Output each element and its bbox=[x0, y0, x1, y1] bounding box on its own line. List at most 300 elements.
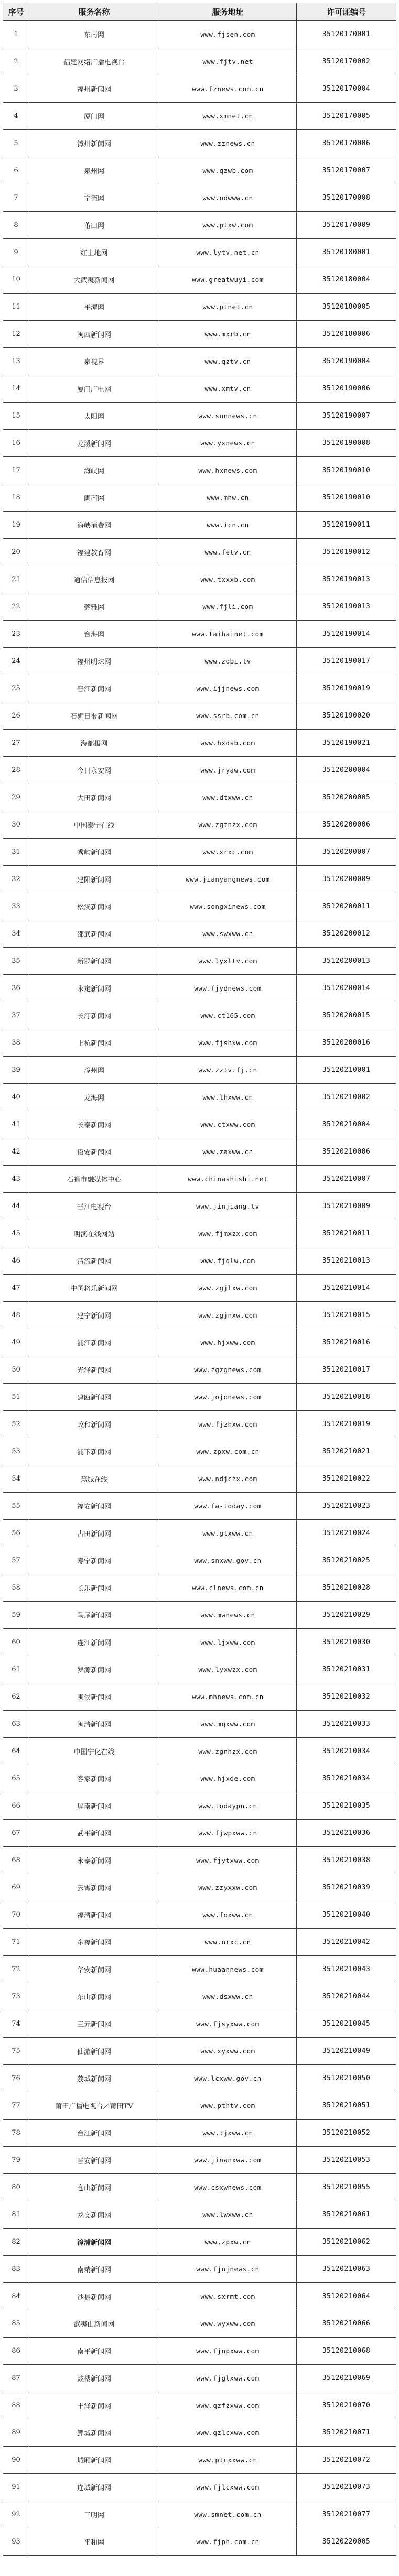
cell-service-url: www.wyxww.com bbox=[159, 2310, 297, 2338]
cell-license-number: 35120190013 bbox=[297, 593, 396, 621]
cell-index: 51 bbox=[3, 1384, 29, 1411]
cell-index: 69 bbox=[3, 1874, 29, 1901]
cell-index: 73 bbox=[3, 1983, 29, 2010]
cell-service-url: www.fjqlw.com bbox=[159, 1247, 297, 1275]
table-row bbox=[3, 1275, 396, 1302]
cell-service-url: www.greatwuyi.com bbox=[159, 266, 297, 294]
table-row bbox=[3, 1574, 396, 1602]
cell-service-name: 建阳新闻网 bbox=[29, 866, 159, 893]
cell-service-name: 连城新闻网 bbox=[29, 2474, 159, 2501]
cell-license-number: 35120210043 bbox=[297, 1956, 396, 1983]
cell-license-number: 35120210036 bbox=[297, 1820, 396, 1847]
cell-license-number: 35120210051 bbox=[297, 2092, 396, 2120]
table-row bbox=[3, 375, 396, 403]
cell-index: 6 bbox=[3, 157, 29, 184]
table-row bbox=[3, 348, 396, 375]
cell-license-number: 35120170006 bbox=[297, 130, 396, 157]
cell-service-url: www.zgzgnews.com bbox=[159, 1356, 297, 1384]
table-row bbox=[3, 1057, 396, 1084]
cell-index: 56 bbox=[3, 1520, 29, 1547]
cell-index: 9 bbox=[3, 239, 29, 266]
cell-service-url: www.ptnet.cn bbox=[159, 294, 297, 321]
cell-service-url: www.fetv.cn bbox=[159, 539, 297, 566]
cell-license-number: 35120210069 bbox=[297, 2365, 396, 2392]
cell-index: 83 bbox=[3, 2256, 29, 2283]
cell-index: 30 bbox=[3, 811, 29, 839]
cell-license-number: 35120210001 bbox=[297, 1057, 396, 1084]
table-row bbox=[3, 1329, 396, 1356]
cell-service-name: 东南网 bbox=[29, 21, 159, 48]
cell-service-name: 永定新闻网 bbox=[29, 975, 159, 1002]
cell-license-number: 35120220005 bbox=[297, 2528, 396, 2556]
cell-index: 59 bbox=[3, 1602, 29, 1629]
cell-service-url: www.nrxc.cn bbox=[159, 1929, 297, 1956]
cell-license-number: 35120210053 bbox=[297, 2147, 396, 2174]
cell-service-name: 福州明珠网 bbox=[29, 648, 159, 675]
table-row bbox=[3, 1738, 396, 1765]
cell-service-url: www.fjli.com bbox=[159, 593, 297, 621]
cell-index: 53 bbox=[3, 1438, 29, 1465]
cell-service-name: 三明网 bbox=[29, 2501, 159, 2528]
cell-service-name: 政和新闻网 bbox=[29, 1411, 159, 1438]
cell-service-name: 建宁新闻网 bbox=[29, 1302, 159, 1329]
cell-service-name: 云霄新闻网 bbox=[29, 1874, 159, 1901]
cell-license-number: 35120210064 bbox=[297, 2283, 396, 2310]
table-row bbox=[3, 2010, 396, 2038]
table-row bbox=[3, 75, 396, 103]
cell-service-name: 漳浦新闻网 bbox=[29, 2229, 159, 2256]
cell-license-number: 35120210004 bbox=[297, 1111, 396, 1138]
cell-service-url: www.zgjnxw.com bbox=[159, 1302, 297, 1329]
cell-service-url: www.zaxww.cn bbox=[159, 1138, 297, 1166]
cell-index: 66 bbox=[3, 1792, 29, 1820]
cell-service-name: 福建教育网 bbox=[29, 539, 159, 566]
cell-service-url: www.zpxw.cn bbox=[159, 2229, 297, 2256]
cell-license-number: 35120210035 bbox=[297, 1792, 396, 1820]
table-row bbox=[3, 1356, 396, 1384]
cell-service-name: 邵武新闻网 bbox=[29, 920, 159, 948]
table-row bbox=[3, 1602, 396, 1629]
cell-index: 64 bbox=[3, 1738, 29, 1765]
cell-license-number: 35120210022 bbox=[297, 1465, 396, 1493]
cell-index: 3 bbox=[3, 75, 29, 103]
cell-service-name: 南靖新闻网 bbox=[29, 2256, 159, 2283]
cell-service-url: www.songxinews.com bbox=[159, 893, 297, 920]
cell-license-number: 35120210050 bbox=[297, 2065, 396, 2092]
table-row bbox=[3, 2256, 396, 2283]
cell-service-name: 平和网 bbox=[29, 2528, 159, 2556]
cell-index: 7 bbox=[3, 184, 29, 212]
cell-service-url: www.mwnews.cn bbox=[159, 1602, 297, 1629]
cell-service-url: www.qzlcxww.com bbox=[159, 2419, 297, 2447]
table-row bbox=[3, 2447, 396, 2474]
cell-service-url: www.ptcxxww.cn bbox=[159, 2447, 297, 2474]
table-row bbox=[3, 457, 396, 484]
table-row bbox=[3, 1465, 396, 1493]
table-row bbox=[3, 2065, 396, 2092]
table-row bbox=[3, 593, 396, 621]
cell-license-number: 35120170005 bbox=[297, 103, 396, 130]
cell-license-number: 35120200016 bbox=[297, 1029, 396, 1057]
cell-service-url: www.lytv.net.cn bbox=[159, 239, 297, 266]
table-row bbox=[3, 920, 396, 948]
table-row bbox=[3, 1874, 396, 1901]
cell-service-name: 太阳网 bbox=[29, 403, 159, 430]
cell-index: 32 bbox=[3, 866, 29, 893]
cell-service-name: 马尾新闻网 bbox=[29, 1602, 159, 1629]
cell-service-name: 台海网 bbox=[29, 621, 159, 648]
cell-service-name: 福州新闻网 bbox=[29, 75, 159, 103]
cell-service-name: 漳州网 bbox=[29, 1057, 159, 1084]
cell-index: 79 bbox=[3, 2147, 29, 2174]
cell-service-name: 平潭网 bbox=[29, 294, 159, 321]
cell-service-name: 三元新闻网 bbox=[29, 2010, 159, 2038]
cell-service-url: www.icn.cn bbox=[159, 512, 297, 539]
cell-service-url: www.zgjlxw.com bbox=[159, 1275, 297, 1302]
table-row bbox=[3, 1820, 396, 1847]
table-row bbox=[3, 839, 396, 866]
cell-license-number: 35120210068 bbox=[297, 2338, 396, 2365]
cell-license-number: 35120200015 bbox=[297, 1002, 396, 1029]
cell-service-url: www.fjtv.net bbox=[159, 48, 297, 75]
cell-service-name: 武夷山新闻网 bbox=[29, 2310, 159, 2338]
table-row bbox=[3, 2120, 396, 2147]
cell-license-number: 35120170009 bbox=[297, 212, 396, 239]
cell-service-name: 莞雅网 bbox=[29, 593, 159, 621]
table-row bbox=[3, 2283, 396, 2310]
table-row bbox=[3, 2229, 396, 2256]
cell-service-url: www.ljxww.com bbox=[159, 1629, 297, 1656]
table-row bbox=[3, 1220, 396, 1247]
cell-index: 42 bbox=[3, 1138, 29, 1166]
table-row bbox=[3, 1520, 396, 1547]
cell-service-url: www.hxnews.com bbox=[159, 457, 297, 484]
cell-service-url: www.zgtnzx.com bbox=[159, 811, 297, 839]
cell-index: 2 bbox=[3, 48, 29, 75]
cell-service-url: www.lcxww.gov.cn bbox=[159, 2065, 297, 2092]
table-row bbox=[3, 1765, 396, 1792]
cell-service-url: www.chinashishi.net bbox=[159, 1166, 297, 1193]
table-row bbox=[3, 403, 396, 430]
cell-service-name: 海峡消费网 bbox=[29, 512, 159, 539]
cell-index: 8 bbox=[3, 212, 29, 239]
cell-index: 90 bbox=[3, 2447, 29, 2474]
cell-service-url: www.mqxww.com bbox=[159, 1711, 297, 1738]
cell-index: 87 bbox=[3, 2365, 29, 2392]
cell-service-url: www.lwxww.cn bbox=[159, 2201, 297, 2229]
cell-service-name: 长乐新闻网 bbox=[29, 1574, 159, 1602]
cell-index: 71 bbox=[3, 1929, 29, 1956]
cell-index: 13 bbox=[3, 348, 29, 375]
header-license-number: 许可证编号 bbox=[297, 3, 396, 21]
cell-license-number: 35120190014 bbox=[297, 621, 396, 648]
cell-index: 75 bbox=[3, 2038, 29, 2065]
table-row bbox=[3, 893, 396, 920]
cell-index: 31 bbox=[3, 839, 29, 866]
cell-index: 50 bbox=[3, 1356, 29, 1384]
cell-license-number: 35120210034 bbox=[297, 1765, 396, 1792]
table-row bbox=[3, 1166, 396, 1193]
cell-license-number: 35120200011 bbox=[297, 893, 396, 920]
table-row bbox=[3, 621, 396, 648]
cell-license-number: 35120190012 bbox=[297, 539, 396, 566]
cell-service-name: 闽西新闻网 bbox=[29, 321, 159, 348]
cell-service-url: www.xyxww.com bbox=[159, 2038, 297, 2065]
table-row bbox=[3, 2201, 396, 2229]
cell-index: 15 bbox=[3, 403, 29, 430]
cell-service-url: www.ptxw.com bbox=[159, 212, 297, 239]
cell-service-url: www.qzwb.com bbox=[159, 157, 297, 184]
cell-index: 58 bbox=[3, 1574, 29, 1602]
table-body bbox=[3, 21, 396, 2556]
cell-service-url: www.xrxc.com bbox=[159, 839, 297, 866]
cell-index: 1 bbox=[3, 21, 29, 48]
cell-index: 82 bbox=[3, 2229, 29, 2256]
cell-license-number: 35120210063 bbox=[297, 2256, 396, 2283]
cell-index: 67 bbox=[3, 1820, 29, 1847]
cell-index: 19 bbox=[3, 512, 29, 539]
cell-index: 47 bbox=[3, 1275, 29, 1302]
cell-service-url: www.fqxww.cn bbox=[159, 1901, 297, 1929]
cell-license-number: 35120200012 bbox=[297, 920, 396, 948]
cell-service-name: 漳州新闻网 bbox=[29, 130, 159, 157]
cell-service-name: 莆田网 bbox=[29, 212, 159, 239]
cell-license-number: 35120210070 bbox=[297, 2392, 396, 2419]
cell-license-number: 35120210061 bbox=[297, 2201, 396, 2229]
cell-service-name: 泉州网 bbox=[29, 157, 159, 184]
cell-service-url: www.lyxltv.com bbox=[159, 948, 297, 975]
cell-service-name: 屏南新闻网 bbox=[29, 1792, 159, 1820]
cell-service-url: www.fjnpxww.com bbox=[159, 2338, 297, 2365]
cell-license-number: 35120210044 bbox=[297, 1983, 396, 2010]
cell-index: 72 bbox=[3, 1956, 29, 1983]
cell-license-number: 35120170002 bbox=[297, 48, 396, 75]
cell-service-url: www.jinanxww.com bbox=[159, 2147, 297, 2174]
table-row bbox=[3, 811, 396, 839]
cell-license-number: 35120210014 bbox=[297, 1275, 396, 1302]
cell-service-url: www.zztv.fj.cn bbox=[159, 1057, 297, 1084]
cell-service-name: 龙海网 bbox=[29, 1084, 159, 1111]
cell-index: 68 bbox=[3, 1847, 29, 1874]
table-row bbox=[3, 566, 396, 593]
cell-service-url: www.sxrmt.com bbox=[159, 2283, 297, 2310]
cell-service-url: www.dtxww.cn bbox=[159, 784, 297, 811]
cell-license-number: 35120200005 bbox=[297, 784, 396, 811]
table-row bbox=[3, 1493, 396, 1520]
cell-index: 35 bbox=[3, 948, 29, 975]
cell-license-number: 35120190010 bbox=[297, 484, 396, 512]
cell-license-number: 35120210002 bbox=[297, 1084, 396, 1111]
cell-license-number: 35120210017 bbox=[297, 1356, 396, 1384]
cell-index: 26 bbox=[3, 702, 29, 730]
cell-service-url: www.tjxww.cn bbox=[159, 2120, 297, 2147]
cell-index: 34 bbox=[3, 920, 29, 948]
cell-service-name: 寿宁新闻网 bbox=[29, 1547, 159, 1574]
cell-index: 61 bbox=[3, 1656, 29, 1683]
cell-license-number: 35120180001 bbox=[297, 239, 396, 266]
cell-index: 55 bbox=[3, 1493, 29, 1520]
cell-index: 36 bbox=[3, 975, 29, 1002]
cell-index: 28 bbox=[3, 757, 29, 784]
cell-service-name: 明溪在线网站 bbox=[29, 1220, 159, 1247]
cell-index: 76 bbox=[3, 2065, 29, 2092]
table-row bbox=[3, 1847, 396, 1874]
cell-service-url: www.ijjnews.com bbox=[159, 675, 297, 702]
cell-service-name: 宁德网 bbox=[29, 184, 159, 212]
cell-service-name: 罗源新闻网 bbox=[29, 1656, 159, 1683]
cell-license-number: 35120210042 bbox=[297, 1929, 396, 1956]
cell-service-name: 石狮市融媒体中心 bbox=[29, 1166, 159, 1193]
cell-license-number: 35120210055 bbox=[297, 2174, 396, 2201]
cell-service-name: 福清新闻网 bbox=[29, 1901, 159, 1929]
cell-service-url: www.mhnews.com.cn bbox=[159, 1683, 297, 1711]
header-service-name: 服务名称 bbox=[29, 3, 159, 21]
cell-index: 27 bbox=[3, 730, 29, 757]
cell-service-url: www.fjmxzx.com bbox=[159, 1220, 297, 1247]
cell-index: 44 bbox=[3, 1193, 29, 1220]
cell-index: 91 bbox=[3, 2474, 29, 2501]
cell-license-number: 35120210062 bbox=[297, 2229, 396, 2256]
cell-service-url: www.txxxb.com bbox=[159, 566, 297, 593]
table-row bbox=[3, 975, 396, 1002]
cell-service-url: www.mnw.cn bbox=[159, 484, 297, 512]
cell-service-url: www.yxnews.cn bbox=[159, 430, 297, 457]
cell-service-name: 红土地网 bbox=[29, 239, 159, 266]
table-row bbox=[3, 1683, 396, 1711]
cell-service-name: 福建网络广播电视台 bbox=[29, 48, 159, 75]
header-index: 序号 bbox=[3, 3, 29, 21]
cell-service-name: 荔城新闻网 bbox=[29, 2065, 159, 2092]
cell-service-name: 古田新闻网 bbox=[29, 1520, 159, 1547]
table-row bbox=[3, 757, 396, 784]
cell-service-name: 清流新闻网 bbox=[29, 1247, 159, 1275]
cell-service-url: www.ndwww.cn bbox=[159, 184, 297, 212]
cell-license-number: 35120210025 bbox=[297, 1547, 396, 1574]
cell-license-number: 35120190010 bbox=[297, 457, 396, 484]
cell-service-url: www.fjnjnews.cn bbox=[159, 2256, 297, 2283]
cell-service-url: www.snxww.gov.cn bbox=[159, 1547, 297, 1574]
cell-license-number: 35120210018 bbox=[297, 1384, 396, 1411]
cell-service-name: 中国泰宁在线 bbox=[29, 811, 159, 839]
cell-index: 45 bbox=[3, 1220, 29, 1247]
cell-service-name: 石狮日报新闻网 bbox=[29, 702, 159, 730]
cell-service-url: www.clnews.com.cn bbox=[159, 1574, 297, 1602]
cell-index: 33 bbox=[3, 893, 29, 920]
cell-service-url: www.sunnews.cn bbox=[159, 403, 297, 430]
table-row bbox=[3, 294, 396, 321]
cell-index: 11 bbox=[3, 294, 29, 321]
cell-service-url: www.zznews.cn bbox=[159, 130, 297, 157]
cell-service-name: 仙游新闻网 bbox=[29, 2038, 159, 2065]
cell-index: 74 bbox=[3, 2010, 29, 2038]
table-row bbox=[3, 1629, 396, 1656]
cell-index: 85 bbox=[3, 2310, 29, 2338]
cell-license-number: 35120190021 bbox=[297, 730, 396, 757]
table-row bbox=[3, 1029, 396, 1057]
table-row bbox=[3, 21, 396, 48]
table-row bbox=[3, 1656, 396, 1683]
table-row bbox=[3, 321, 396, 348]
cell-service-name: 华安新闻网 bbox=[29, 1956, 159, 1983]
table-row bbox=[3, 1983, 396, 2010]
cell-license-number: 35120190011 bbox=[297, 512, 396, 539]
cell-service-name: 福安新闻网 bbox=[29, 1493, 159, 1520]
cell-service-url: www.jojonews.com bbox=[159, 1384, 297, 1411]
cell-service-url: www.zpxw.com.cn bbox=[159, 1438, 297, 1465]
cell-service-url: www.smnet.com.cn bbox=[159, 2501, 297, 2528]
cell-service-url: www.jianyangnews.com bbox=[159, 866, 297, 893]
cell-service-name: 城厢新闻网 bbox=[29, 2447, 159, 2474]
cell-service-name: 东山新闻网 bbox=[29, 1983, 159, 2010]
cell-index: 63 bbox=[3, 1711, 29, 1738]
table-row bbox=[3, 2392, 396, 2419]
cell-service-url: www.zobi.tv bbox=[159, 648, 297, 675]
cell-index: 4 bbox=[3, 103, 29, 130]
cell-service-url: www.ssrb.com.cn bbox=[159, 702, 297, 730]
table-row bbox=[3, 1247, 396, 1275]
table-row bbox=[3, 2092, 396, 2120]
cell-service-name: 龙文新闻网 bbox=[29, 2201, 159, 2229]
cell-license-number: 35120210038 bbox=[297, 1847, 396, 1874]
table-row bbox=[3, 266, 396, 294]
table-row bbox=[3, 2501, 396, 2528]
cell-service-url: www.gtxww.cn bbox=[159, 1520, 297, 1547]
table-row bbox=[3, 2310, 396, 2338]
cell-service-url: www.fjydnews.com bbox=[159, 975, 297, 1002]
table-row bbox=[3, 239, 396, 266]
cell-service-url: www.hjxww.com bbox=[159, 1329, 297, 1356]
cell-license-number: 35120210028 bbox=[297, 1574, 396, 1602]
cell-service-name: 南平新闻网 bbox=[29, 2338, 159, 2365]
cell-service-url: www.huaannews.com bbox=[159, 1956, 297, 1983]
cell-license-number: 35120210013 bbox=[297, 1247, 396, 1275]
cell-service-url: www.todaypn.cn bbox=[159, 1792, 297, 1820]
cell-license-number: 35120200004 bbox=[297, 757, 396, 784]
cell-license-number: 35120190019 bbox=[297, 675, 396, 702]
table-row bbox=[3, 430, 396, 457]
cell-service-url: www.lhxww.cn bbox=[159, 1084, 297, 1111]
table-row bbox=[3, 184, 396, 212]
cell-service-name: 新罗新闻网 bbox=[29, 948, 159, 975]
table-row bbox=[3, 1111, 396, 1138]
cell-index: 48 bbox=[3, 1302, 29, 1329]
table-row bbox=[3, 1901, 396, 1929]
cell-index: 60 bbox=[3, 1629, 29, 1656]
cell-license-number: 35120190020 bbox=[297, 702, 396, 730]
cell-service-url: www.dsxww.cn bbox=[159, 1983, 297, 2010]
cell-index: 18 bbox=[3, 484, 29, 512]
cell-index: 39 bbox=[3, 1057, 29, 1084]
table-row bbox=[3, 1956, 396, 1983]
cell-service-name: 鼓楼新闻网 bbox=[29, 2365, 159, 2392]
cell-service-url: www.taihainet.com bbox=[159, 621, 297, 648]
cell-index: 40 bbox=[3, 1084, 29, 1111]
cell-license-number: 35120210071 bbox=[297, 2419, 396, 2447]
cell-index: 25 bbox=[3, 675, 29, 702]
cell-index: 17 bbox=[3, 457, 29, 484]
table-row bbox=[3, 1193, 396, 1220]
cell-service-url: www.lyxwzx.com bbox=[159, 1656, 297, 1683]
cell-service-name: 长泰新闻网 bbox=[29, 1111, 159, 1138]
table-row bbox=[3, 157, 396, 184]
cell-license-number: 35120190004 bbox=[297, 348, 396, 375]
table-row bbox=[3, 1138, 396, 1166]
cell-license-number: 35120210006 bbox=[297, 1138, 396, 1166]
cell-license-number: 35120210040 bbox=[297, 1901, 396, 1929]
cell-service-name: 龙溪新闻网 bbox=[29, 430, 159, 457]
cell-service-name: 丰泽新闻网 bbox=[29, 2392, 159, 2419]
cell-license-number: 35120200009 bbox=[297, 866, 396, 893]
